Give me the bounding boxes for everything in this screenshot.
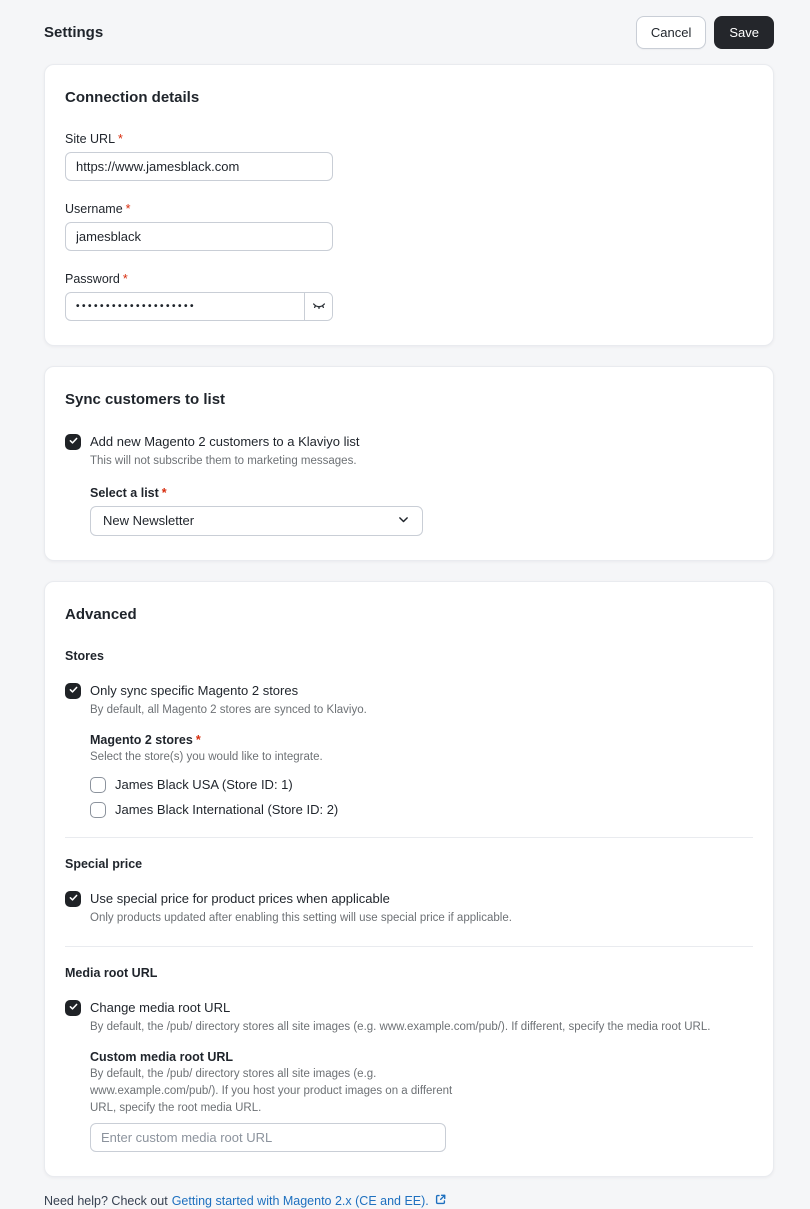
special-price-checkbox[interactable] xyxy=(65,891,81,907)
password-field xyxy=(65,272,753,321)
section-divider xyxy=(65,837,753,838)
section-divider xyxy=(65,946,753,947)
media-root-checkbox-row xyxy=(65,1000,753,1036)
custom-media-root-section xyxy=(90,1050,753,1152)
store-usa-label[interactable]: James Black USA (Store ID: 1) xyxy=(115,777,293,793)
media-root-checkbox[interactable] xyxy=(65,1000,81,1016)
advanced-title: Advanced xyxy=(65,605,137,623)
special-price-heading: Special price xyxy=(65,857,143,872)
toggle-password-visibility-button[interactable] xyxy=(304,293,332,320)
custom-media-root-input[interactable] xyxy=(90,1123,446,1152)
save-button[interactable]: Save xyxy=(714,16,774,49)
username-field xyxy=(65,202,753,251)
add-customers-checkbox-label[interactable]: Add new Magento 2 customers to a Klaviyo list xyxy=(90,434,360,449)
list-select[interactable] xyxy=(90,506,423,536)
store-usa-checkbox[interactable] xyxy=(90,777,106,793)
store-options-list xyxy=(90,777,753,818)
site-url-field xyxy=(65,132,753,181)
custom-media-root-label: Custom media root URL xyxy=(90,1050,234,1065)
username-label: Username * xyxy=(65,202,131,216)
top-bar-actions xyxy=(636,16,774,49)
site-url-input[interactable] xyxy=(65,152,333,181)
special-price-checkbox-row xyxy=(65,891,753,927)
page-title: Settings xyxy=(44,23,104,41)
required-asterisk: * xyxy=(161,485,167,500)
store-international-label[interactable]: James Black International (Store ID: 2) xyxy=(115,802,339,818)
special-price-checkbox-label[interactable]: Use special price for product prices when applicable xyxy=(90,891,390,907)
magento-stores-label: Magento 2 stores * xyxy=(90,733,201,748)
store-option-row xyxy=(90,802,753,818)
add-customers-checkbox[interactable] xyxy=(65,434,81,450)
only-sync-stores-checkbox[interactable] xyxy=(65,683,81,699)
list-select-value: New Newsletter xyxy=(103,513,195,529)
required-asterisk: * xyxy=(125,202,131,216)
add-customers-checkbox-help: This will not subscribe them to marketing messages. xyxy=(90,455,357,467)
required-asterisk: * xyxy=(195,733,201,748)
add-customers-checkbox-row xyxy=(65,434,753,470)
advanced-card xyxy=(44,581,774,1178)
only-sync-stores-checkbox-help: By default, all Magento 2 stores are synced to Klaviyo. xyxy=(90,703,367,716)
required-asterisk: * xyxy=(122,272,128,286)
chevron-down-icon xyxy=(397,513,410,529)
stores-heading: Stores xyxy=(65,648,104,663)
custom-media-root-help: By default, the /pub/ directory stores all site images (e.g. www.example.com/pub/). If you host your product images on a different URL, specify the root media URL. xyxy=(90,1068,453,1114)
sync-customers-title: Sync customers to list xyxy=(65,391,226,408)
only-sync-stores-checkbox-label[interactable]: Only sync specific Magento 2 stores xyxy=(90,682,299,698)
store-option-row xyxy=(90,777,753,793)
store-international-checkbox[interactable] xyxy=(90,802,106,818)
select-list-section xyxy=(90,486,753,536)
checkmark-icon xyxy=(68,682,79,700)
password-label: Password * xyxy=(65,272,128,286)
connection-details-title: Connection details xyxy=(65,89,200,106)
getting-started-link[interactable]: Getting started with Magento 2.x (CE and EE). xyxy=(172,1193,447,1209)
help-footer-text: Need help? Check out xyxy=(44,1194,168,1209)
checkmark-icon xyxy=(68,433,79,451)
password-masked-value: •••••••••••••••••••• xyxy=(76,301,197,312)
external-link-icon xyxy=(434,1193,447,1209)
media-root-checkbox-help: By default, the /pub/ directory stores all site images (e.g. www.example.com/pub/). If different, specify the media root URL. xyxy=(90,1020,711,1033)
top-bar xyxy=(44,0,774,64)
special-price-checkbox-help: Only products updated after enabling this setting will use special price if applicable. xyxy=(90,912,512,925)
only-sync-stores-checkbox-row xyxy=(65,683,753,719)
magento-stores-help: Select the store(s) you would like to integrate. xyxy=(90,751,323,764)
cancel-button[interactable]: Cancel xyxy=(636,16,706,49)
magento-stores-section xyxy=(90,733,753,818)
checkmark-icon xyxy=(68,999,79,1017)
select-list-label: Select a list * xyxy=(90,485,167,500)
media-root-checkbox-label[interactable]: Change media root URL xyxy=(90,999,231,1015)
sync-customers-card xyxy=(44,366,774,561)
eye-closed-icon xyxy=(311,297,327,316)
checkmark-icon xyxy=(68,890,79,908)
help-footer xyxy=(44,1193,774,1209)
site-url-label: Site URL * xyxy=(65,132,123,146)
password-input[interactable] xyxy=(65,292,333,321)
username-input[interactable] xyxy=(65,222,333,251)
connection-details-card xyxy=(44,64,774,346)
media-root-heading: Media root URL xyxy=(65,965,158,980)
required-asterisk: * xyxy=(118,132,123,146)
